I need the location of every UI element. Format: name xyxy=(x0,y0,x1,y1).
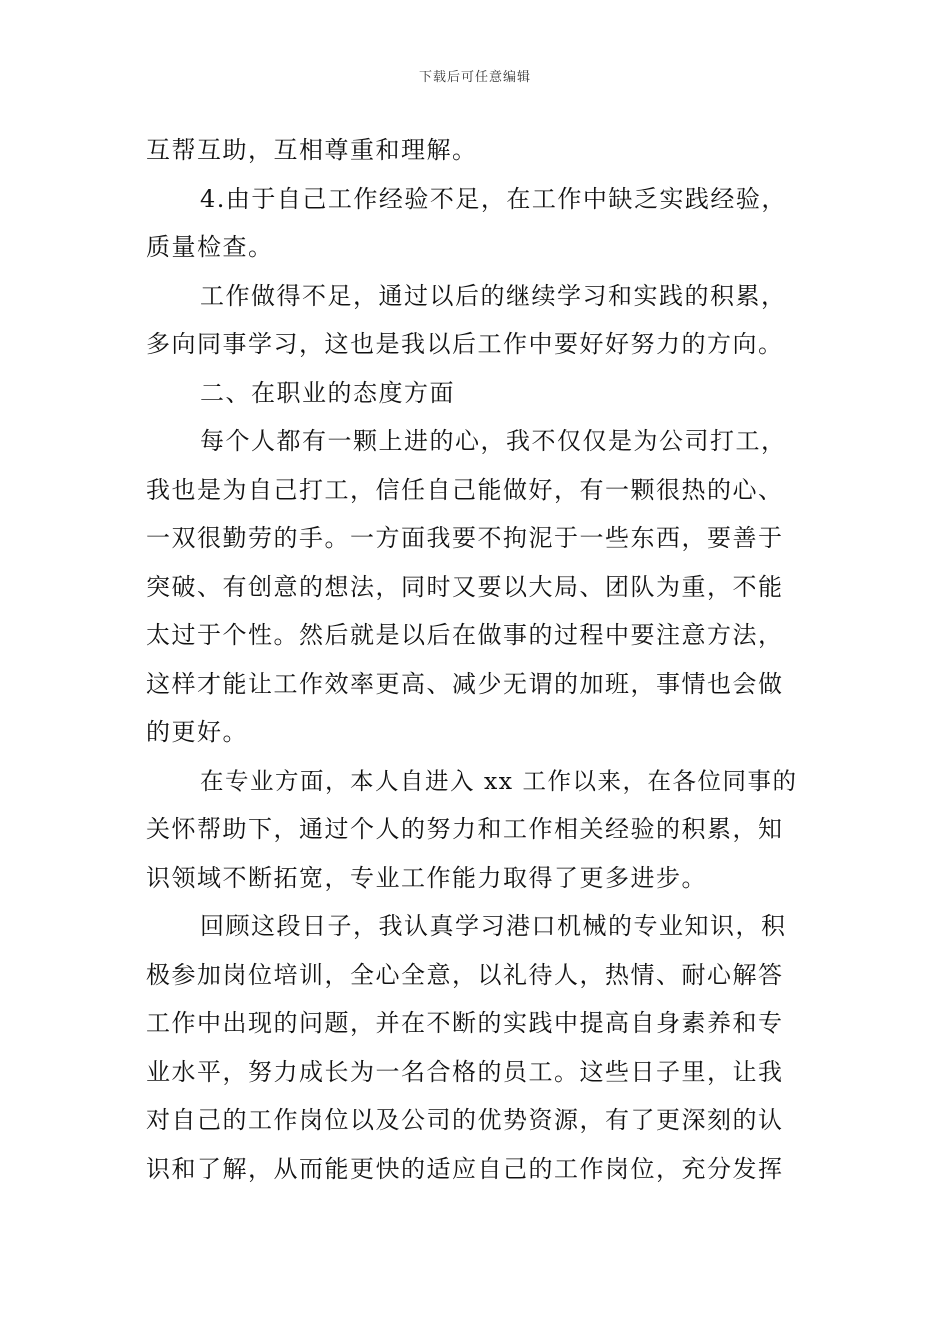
text-line: 我也是为自己打工，信任自己能做好，有一颗很热的心、 xyxy=(146,475,784,504)
text-line: 太过于个性。然后就是以后在做事的过程中要注意方法， xyxy=(146,621,784,649)
text-line: 对自己的工作岗位以及公司的优势资源，有了更深刻的认 xyxy=(146,1106,784,1134)
text-line: 这样才能让工作效率更高、减少无谓的加班，事情也会做 xyxy=(146,669,784,698)
document-body xyxy=(146,126,808,1193)
text-line: 互帮互助，互相尊重和理解。 xyxy=(146,136,478,164)
text-line: 在专业方面，本人自进入 xx 工作以来，在各位同事的 xyxy=(200,766,798,795)
text-line: 业水平，努力成长为一名合格的员工。这些日子里，让我 xyxy=(146,1057,784,1086)
text-line: 质量检查。 xyxy=(146,233,274,261)
text-line: 的更好。 xyxy=(146,718,248,746)
text-line: 每个人都有一颗上进的心，我不仅仅是为公司打工， xyxy=(200,427,787,455)
text-line: 关怀帮助下，通过个人的努力和工作相关经验的积累，知 xyxy=(146,815,784,843)
text-line: 工作做得不足，通过以后的继续学习和实践的积累， xyxy=(200,281,787,310)
page-header: 下载后可任意编辑 xyxy=(418,70,531,85)
text-line: 识和了解，从而能更快的适应自己的工作岗位，充分发挥 xyxy=(146,1154,784,1183)
text-line: 一双很勤劳的手。一方面我要不拘泥于一些东西，要善于 xyxy=(146,524,784,552)
text-line: 4.由于自己工作经验不足，在工作中缺乏实践经验， xyxy=(200,184,787,213)
section-heading: 二、在职业的态度方面 xyxy=(200,378,455,407)
text-line: 多向同事学习，这也是我以后工作中要好好努力的方向。 xyxy=(146,330,784,358)
text-line: 识领域不断拓宽，专业工作能力取得了更多进步。 xyxy=(146,863,707,892)
text-line: 工作中出现的问题，并在不断的实践中提高自身素养和专 xyxy=(146,1009,784,1037)
text-line: 突破、有创意的想法，同时又要以大局、团队为重，不能 xyxy=(146,572,784,601)
text-line: 极参加岗位培训，全心全意，以礼待人，热情、耐心解答 xyxy=(146,960,784,989)
text-line: 回顾这段日子，我认真学习港口机械的专业知识，积 xyxy=(200,912,787,940)
